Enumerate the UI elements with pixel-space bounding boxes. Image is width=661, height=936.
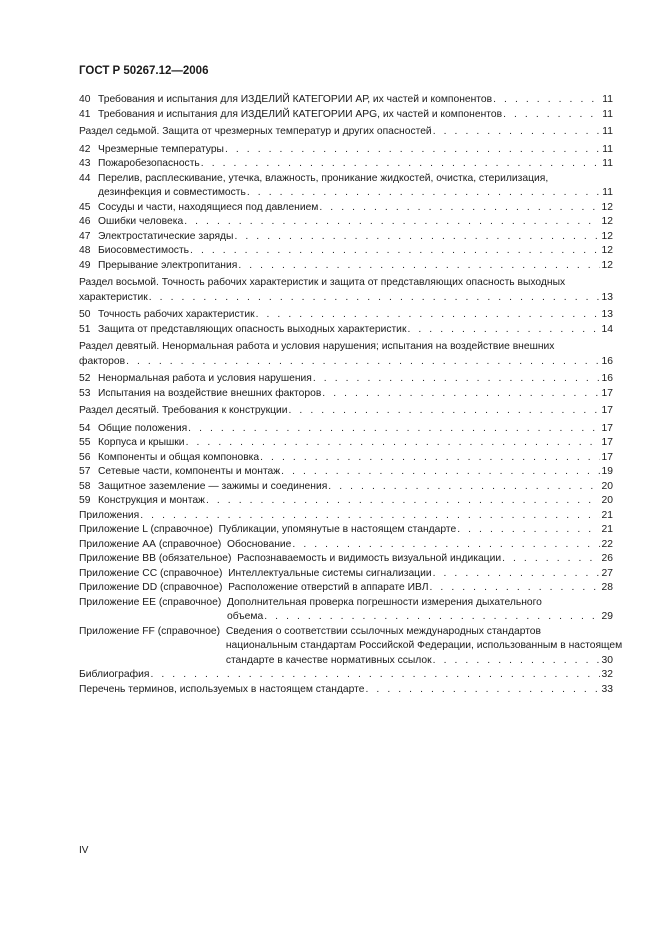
toc-entry[interactable] — [79, 625, 623, 669]
toc-entry-line — [79, 404, 613, 419]
toc-entry-text: Ошибки человека — [98, 216, 184, 227]
dot-leader — [126, 355, 599, 370]
appendix-entry — [79, 625, 623, 669]
appendix-entry — [79, 581, 613, 596]
toc-entry-body — [79, 276, 613, 305]
dot-leader — [322, 387, 599, 402]
toc-entry-line — [79, 276, 613, 291]
appendix-entry — [79, 596, 613, 625]
toc-entry-line — [98, 436, 613, 451]
toc-entry-text: Точность рабочих характеристик — [98, 309, 255, 320]
toc-entry-line — [79, 291, 613, 306]
toc-entry-text: Ненормальная работа и условия нарушения — [98, 373, 312, 384]
toc-entry-body — [79, 538, 613, 553]
toc-entry-line — [227, 610, 613, 625]
toc-entry[interactable] — [79, 387, 613, 402]
toc-entry-body — [98, 480, 613, 495]
toc-entry[interactable] — [79, 340, 613, 369]
toc-page-number: 17 — [601, 437, 613, 448]
toc-entry-text: Сведения о соответствии ссылочных международных стандартов — [225, 625, 542, 637]
toc-entry-body — [98, 494, 613, 509]
dot-leader — [433, 125, 601, 140]
toc-entry[interactable] — [79, 581, 613, 596]
dot-leader — [150, 668, 599, 683]
toc-entry-line — [98, 172, 613, 187]
toc-entry-text: Испытания на воздействие внешних факторов — [98, 387, 322, 399]
toc-entry-body — [79, 683, 613, 698]
toc-entry-line — [98, 215, 613, 230]
toc-page-number: 16 — [601, 355, 613, 367]
toc-entry-text: дезинфекция и совместимость — [98, 187, 246, 198]
toc-entry[interactable] — [79, 480, 613, 495]
toc-entry-body — [98, 215, 613, 230]
toc-entry-text: характеристик — [79, 291, 148, 303]
toc-entry-line — [98, 108, 613, 123]
dot-leader — [186, 436, 600, 451]
toc-entry-text: Распознаваемость и видимость визуальной индикации — [237, 553, 502, 564]
toc-entry-line — [228, 581, 613, 596]
dot-leader — [407, 323, 599, 338]
toc-entry-text: Библиография — [79, 669, 150, 680]
appendix-label: Приложение АА (справочное) — [79, 538, 227, 550]
toc-page-number: 12 — [601, 230, 613, 242]
toc-page-number: 12 — [601, 201, 613, 213]
toc-entry-line — [98, 186, 613, 201]
toc-page-number: 33 — [601, 683, 613, 695]
dot-leader — [365, 683, 599, 698]
toc-entry[interactable] — [79, 276, 613, 305]
toc-entry[interactable] — [79, 451, 613, 466]
toc-page-number: 21 — [601, 509, 613, 521]
toc-entry[interactable] — [79, 494, 613, 509]
appendix-title — [228, 581, 613, 596]
appendix-title — [219, 523, 613, 538]
toc-page-number: 12 — [601, 216, 613, 227]
toc-entry-body — [98, 308, 613, 323]
dot-leader — [190, 244, 599, 259]
toc-page-number: 12 — [601, 259, 613, 271]
toc-entry[interactable] — [79, 244, 613, 259]
toc-entry-body — [98, 93, 613, 108]
dot-leader — [247, 186, 600, 201]
toc-entry-body — [79, 581, 613, 596]
toc-entry-body — [98, 230, 613, 245]
toc-entry-line — [98, 465, 613, 480]
toc-entry-number: 51 — [79, 323, 91, 335]
toc-entry-text: Конструкция и монтаж — [98, 495, 205, 506]
toc-entry-text: Раздел девятый. Ненормальная работа и условия нарушения; испытания на воздействие внешних — [79, 341, 555, 352]
toc-entry[interactable] — [79, 230, 613, 245]
dot-leader — [457, 523, 599, 538]
toc-entry-text: Электростатические заряды — [98, 230, 234, 242]
toc-entry-number: 40 — [79, 94, 91, 105]
toc-entry-body — [79, 125, 613, 140]
toc-entry-line — [79, 340, 613, 355]
toc-entry-body — [98, 387, 613, 402]
dot-leader — [140, 509, 599, 524]
page-number: IV — [79, 845, 89, 856]
toc-page-number: 11 — [602, 94, 613, 105]
table-of-contents — [79, 93, 623, 697]
toc-entry-number: 56 — [79, 451, 91, 463]
toc-entry-line — [226, 625, 613, 640]
toc-page-number: 11 — [602, 187, 613, 198]
toc-page-number: 11 — [602, 158, 613, 169]
toc-entry-body — [98, 465, 613, 480]
dot-leader — [206, 494, 600, 509]
toc-entry-line — [98, 372, 613, 387]
toc-entry-number: 55 — [79, 437, 91, 448]
toc-entry[interactable] — [79, 465, 613, 480]
document-header: ГОСТ Р 50267.12—2006 — [79, 65, 209, 77]
toc-entry-line — [98, 387, 613, 402]
toc-entry-number: 54 — [79, 422, 91, 434]
toc-page-number: 20 — [601, 480, 613, 492]
toc-entry[interactable] — [79, 201, 613, 216]
toc-entry-number: 57 — [79, 466, 91, 477]
toc-entry-line — [98, 230, 613, 245]
toc-entry-line — [98, 480, 613, 495]
toc-entry-text: Требования и испытания для ИЗДЕЛИЙ КАТЕГОРИИ АР, их частей и компонентов — [98, 94, 493, 105]
appendix-label: Приложение СС (справочное) — [79, 567, 229, 579]
toc-entry-body — [98, 436, 613, 451]
toc-entry-text: Биосовместимость — [98, 245, 190, 256]
appendix-title — [228, 567, 613, 582]
toc-entry-text: Корпуса и крышки — [98, 437, 185, 448]
dot-leader — [184, 215, 599, 230]
toc-entry-text: Приложения — [79, 509, 140, 521]
toc-entry-body — [98, 422, 613, 437]
dot-leader — [256, 308, 600, 323]
toc-entry[interactable] — [79, 108, 613, 123]
appendix-title — [225, 625, 623, 669]
toc-page-number: 32 — [601, 669, 613, 680]
toc-entry-body — [98, 108, 613, 123]
toc-entry[interactable] — [79, 523, 613, 538]
toc-entry-body — [79, 552, 613, 567]
toc-entry-body — [79, 625, 623, 669]
dot-leader — [502, 552, 599, 567]
toc-entry[interactable] — [79, 683, 613, 698]
toc-entry[interactable] — [79, 567, 613, 582]
toc-entry-number: 45 — [79, 201, 91, 213]
toc-entry[interactable] — [79, 538, 613, 553]
toc-entry[interactable] — [79, 308, 613, 323]
toc-page-number: 26 — [601, 553, 613, 564]
toc-entry-line — [98, 244, 613, 259]
toc-entry-body — [79, 404, 613, 419]
appendix-entry — [79, 552, 613, 567]
toc-entry[interactable] — [79, 509, 613, 524]
toc-page-number: 30 — [601, 654, 613, 666]
toc-entry[interactable] — [79, 157, 613, 172]
toc-entry-body — [79, 668, 613, 683]
toc-entry-text: Чрезмерные температуры — [98, 143, 224, 155]
toc-entry-line — [227, 538, 613, 553]
appendix-title — [227, 538, 613, 553]
toc-entry-line — [98, 323, 613, 338]
toc-entry[interactable] — [79, 596, 613, 625]
toc-entry-text: факторов — [79, 355, 126, 367]
toc-entry-text: Раздел десятый. Требования к конструкции — [79, 405, 288, 416]
toc-entry-body — [98, 157, 613, 172]
dot-leader — [429, 581, 599, 596]
toc-entry-text: Интеллектуальные системы сигнализации — [228, 567, 432, 579]
toc-entry-line — [98, 93, 613, 108]
toc-entry-number: 50 — [79, 309, 91, 320]
toc-entry-line — [226, 654, 613, 669]
toc-entry-line — [79, 125, 613, 140]
toc-entry-number: 58 — [79, 480, 91, 492]
toc-page-number: 22 — [601, 538, 613, 550]
dot-leader — [281, 465, 599, 480]
toc-page-number: 13 — [601, 309, 613, 320]
toc-entry-body — [79, 340, 613, 369]
toc-page-number: 17 — [601, 405, 613, 416]
toc-page-number: 12 — [601, 245, 613, 256]
toc-entry-body — [98, 372, 613, 387]
toc-page-number: 16 — [601, 373, 613, 384]
toc-entry-body — [79, 596, 613, 625]
toc-entry-body — [79, 523, 613, 538]
toc-entry-body — [98, 451, 613, 466]
toc-entry-body — [79, 567, 613, 582]
toc-page-number: 13 — [601, 291, 613, 303]
toc-entry-number: 47 — [79, 230, 91, 242]
appendix-entry — [79, 538, 613, 553]
toc-entry-text: Раздел восьмой. Точность рабочих характеристик и защита от представляющих опасность выходных — [79, 277, 566, 288]
appendix-label: Приложение L (справочное) — [79, 524, 219, 535]
toc-entry-number: 59 — [79, 495, 91, 506]
appendix-label: Приложение FF (справочное) — [79, 625, 226, 637]
toc-entry-text: Перечень терминов, используемых в настоящем стандарте — [79, 683, 365, 695]
toc-entry-line — [79, 683, 613, 698]
toc-page-number: 11 — [602, 143, 613, 155]
appendix-entry — [79, 523, 613, 538]
dot-leader — [328, 480, 599, 495]
dot-leader — [503, 108, 600, 123]
toc-entry-number: 48 — [79, 245, 91, 256]
toc-entry-text: объема — [226, 611, 264, 622]
toc-entry-text: Защита от представляющих опасность выходных характеристик — [98, 323, 407, 335]
appendix-label: Приложение ЕЕ (справочное) — [79, 596, 227, 608]
toc-page-number: 20 — [601, 495, 613, 506]
dot-leader — [319, 201, 599, 216]
toc-entry-line — [79, 355, 613, 370]
toc-entry-line — [237, 552, 613, 567]
toc-entry-text: Публикации, упомянутые в настоящем стандарте — [218, 524, 457, 535]
toc-entry-body — [79, 509, 613, 524]
toc-entry-line — [227, 596, 613, 611]
dot-leader — [234, 230, 599, 245]
toc-entry[interactable] — [79, 372, 613, 387]
dot-leader — [188, 422, 599, 437]
toc-entry-number: 46 — [79, 216, 91, 227]
toc-page-number: 17 — [601, 422, 613, 434]
toc-entry-line — [219, 523, 613, 538]
toc-entry-text: Прерывание электропитания — [98, 259, 238, 271]
toc-entry-line — [98, 494, 613, 509]
toc-entry[interactable] — [79, 668, 613, 683]
toc-entry-text: Расположение отверстий в аппарате ИВЛ — [228, 582, 429, 593]
toc-entry-text: Раздел седьмой. Защита от чрезмерных температур и других опасностей — [79, 126, 432, 137]
appendix-label: Приложение DD (справочное) — [79, 582, 229, 593]
toc-entry-text: Компоненты и общая компоновка — [98, 451, 260, 463]
toc-entry-body — [98, 172, 613, 201]
toc-entry[interactable] — [79, 215, 613, 230]
toc-page-number: 11 — [602, 126, 613, 137]
toc-entry-text: национальным стандартам Российской Федерации, использованным в настоящем — [225, 640, 623, 651]
appendix-entry — [79, 567, 613, 582]
toc-entry-text: Защитное заземление — зажимы и соединения — [98, 480, 328, 492]
toc-entry-number: 52 — [79, 373, 91, 384]
toc-entry[interactable] — [79, 436, 613, 451]
toc-entry-line — [79, 668, 613, 683]
toc-entry-line — [98, 422, 613, 437]
toc-page-number: 21 — [601, 524, 613, 535]
dot-leader — [238, 259, 599, 274]
dot-leader — [292, 538, 599, 553]
toc-entry-text: Перелив, расплескивание, утечка, влажность, проникание жидкостей, очистка, стерилизация, — [98, 172, 549, 184]
dot-leader — [225, 143, 600, 158]
toc-entry[interactable] — [79, 172, 613, 201]
toc-entry-body — [98, 143, 613, 158]
appendix-label: Приложение ВВ (обязательное) — [79, 553, 238, 564]
toc-entry[interactable] — [79, 404, 613, 419]
toc-entry-line — [98, 451, 613, 466]
dot-leader — [493, 93, 600, 108]
dot-leader — [149, 291, 600, 306]
toc-entry-line — [79, 509, 613, 524]
toc-page-number: 17 — [601, 451, 613, 463]
toc-entry-text: Пожаробезопасность — [98, 158, 200, 169]
toc-entry-body — [98, 259, 613, 274]
toc-entry-line — [228, 567, 613, 582]
toc-entry[interactable] — [79, 323, 613, 338]
toc-entry-number: 49 — [79, 259, 91, 271]
toc-entry-body — [98, 323, 613, 338]
toc-entry-text: Требования и испытания для ИЗДЕЛИЙ КАТЕГОРИИ APG, их частей и компонентов — [98, 108, 503, 120]
toc-page-number: 11 — [602, 108, 613, 120]
toc-entry-body — [98, 201, 613, 216]
toc-entry-number: 44 — [79, 172, 91, 184]
toc-entry-line — [225, 639, 623, 654]
toc-entry-number: 41 — [79, 108, 91, 120]
toc-page-number: 17 — [601, 387, 613, 399]
toc-entry-line — [98, 157, 613, 172]
toc-page-number: 29 — [601, 611, 613, 622]
toc-entry-text: Общие положения — [98, 422, 188, 434]
dot-leader — [201, 157, 601, 172]
toc-entry-text: стандарте в качестве нормативных ссылок — [225, 654, 432, 666]
toc-entry-text: Сосуды и части, находящиеся под давлением — [98, 201, 319, 213]
toc-entry-body — [98, 244, 613, 259]
appendix-title — [227, 596, 613, 625]
appendix-title — [237, 552, 613, 567]
toc-entry-text: Дополнительная проверка погрешности измерения дыхательного — [226, 596, 542, 608]
toc-entry[interactable] — [79, 422, 613, 437]
toc-entry-line — [98, 143, 613, 158]
toc-entry-line — [98, 308, 613, 323]
toc-page-number: 19 — [601, 466, 613, 477]
toc-entry-line — [98, 201, 613, 216]
toc-entry-text: Обоснование — [226, 538, 292, 550]
toc-page-number: 28 — [601, 582, 613, 593]
dot-leader — [260, 451, 599, 466]
dot-leader — [433, 567, 600, 582]
toc-entry-number: 43 — [79, 158, 91, 169]
dot-leader — [313, 372, 600, 387]
toc-page-number: 27 — [601, 567, 613, 579]
toc-entry-text: Сетевые части, компоненты и монтаж — [98, 466, 281, 477]
toc-entry[interactable] — [79, 125, 613, 140]
dot-leader — [433, 654, 600, 669]
toc-entry[interactable] — [79, 143, 613, 158]
dot-leader — [264, 610, 599, 625]
toc-entry[interactable] — [79, 552, 613, 567]
toc-entry-number: 53 — [79, 387, 91, 399]
toc-entry-number: 42 — [79, 143, 91, 155]
toc-entry[interactable] — [79, 259, 613, 274]
toc-entry-line — [98, 259, 613, 274]
toc-entry[interactable] — [79, 93, 613, 108]
dot-leader — [289, 404, 600, 419]
toc-page-number: 14 — [601, 323, 613, 335]
